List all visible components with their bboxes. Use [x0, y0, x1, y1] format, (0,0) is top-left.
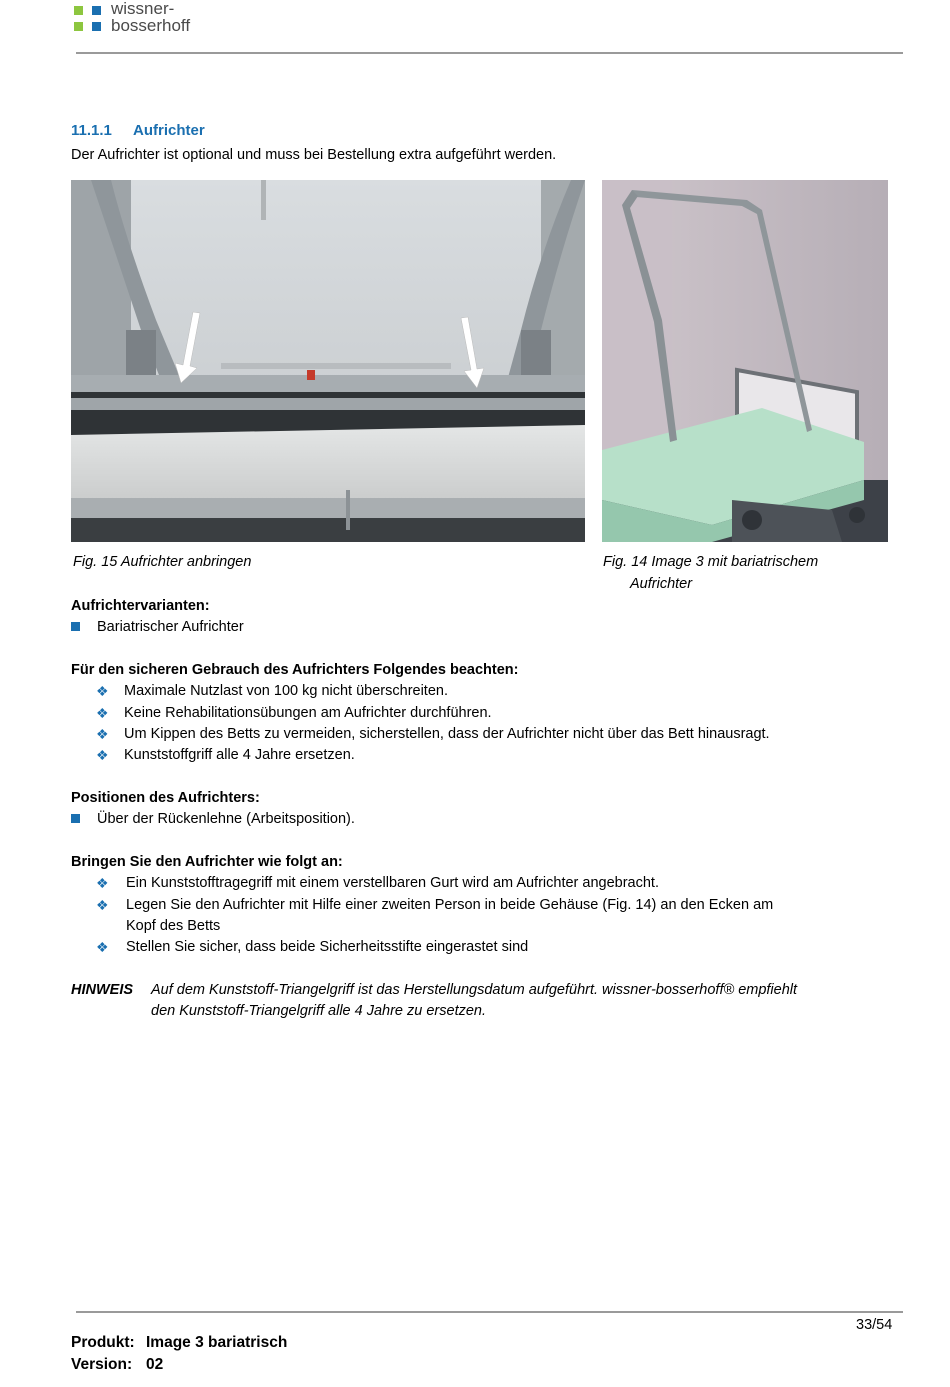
- safety-item: Keine Rehabilitationsübungen am Aufrichter durchführen.: [124, 705, 492, 721]
- diamond-bullet-icon: ❖: [96, 747, 109, 763]
- section-number: 11.1.1: [71, 122, 112, 139]
- product-value: Image 3 bariatrisch: [146, 1334, 288, 1351]
- diamond-bullet-icon: ❖: [96, 875, 109, 891]
- product-label: Produkt:: [71, 1334, 135, 1351]
- safety-item: Kunststoffgriff alle 4 Jahre ersetzen.: [124, 747, 355, 763]
- note-text-line1: Auf dem Kunststoff-Triangelgriff ist das Herstellungsdatum aufgeführt. wissner-bosserhoff® empfiehlt: [151, 982, 798, 998]
- logo-square-green-1: [74, 6, 83, 15]
- square-bullet-icon: [71, 814, 80, 823]
- variants-item: Bariatrischer Aufrichter: [97, 619, 244, 635]
- variants-heading: Aufrichtervarianten:: [71, 598, 210, 614]
- figure-15-photo: [71, 180, 585, 542]
- positions-item: Über der Rückenlehne (Arbeitsposition).: [97, 811, 355, 827]
- logo-square-green-2: [74, 22, 83, 31]
- diamond-bullet-icon: ❖: [96, 705, 109, 721]
- mounting-item: Legen Sie den Aufrichter mit Hilfe einer zweiten Person in beide Gehäuse (Fig. 14) an den Ecken am: [126, 897, 774, 913]
- note-label: HINWEIS: [71, 982, 134, 998]
- logo-text-line2: bosserhoff: [111, 16, 191, 35]
- version-value: 02: [146, 1356, 164, 1373]
- diamond-bullet-icon: ❖: [96, 726, 109, 742]
- figure-14-photo: [602, 180, 888, 542]
- safety-heading: Für den sicheren Gebrauch des Aufrichters Folgendes beachten:: [71, 662, 519, 678]
- figure-14-caption-line1: Fig. 14 Image 3 mit bariatrischem: [603, 554, 819, 570]
- section-heading: [71, 122, 205, 139]
- header-rule: [76, 52, 903, 54]
- diamond-bullet-icon: ❖: [96, 897, 109, 913]
- mounting-heading: Bringen Sie den Aufrichter wie folgt an:: [71, 854, 343, 870]
- version-label: Version:: [71, 1356, 133, 1373]
- safety-item: Um Kippen des Betts zu vermeiden, sicherstellen, dass der Aufrichter nicht über das Bett hinausragt.: [124, 726, 770, 742]
- square-bullet-icon: [71, 622, 80, 631]
- figure-14-caption-line2: Aufrichter: [630, 576, 693, 592]
- logo-text-line1: wissner-: [111, 0, 175, 18]
- positions-heading: Positionen des Aufrichters:: [71, 790, 260, 806]
- diamond-bullet-icon: ❖: [96, 683, 109, 699]
- note-text-line2: den Kunststoff-Triangelgriff alle 4 Jahre zu ersetzen.: [151, 1003, 487, 1019]
- safety-item: Maximale Nutzlast von 100 kg nicht überschreiten.: [124, 683, 448, 699]
- footer-rule: [76, 1311, 903, 1313]
- page-number: 33/54: [856, 1317, 893, 1333]
- logo-square-blue-2: [92, 22, 101, 31]
- mounting-item: Ein Kunststofftragegriff mit einem verstellbaren Gurt wird am Aufrichter angebracht.: [126, 875, 659, 891]
- figure-15-caption: Fig. 15 Aufrichter anbringen: [73, 554, 252, 570]
- diamond-bullet-icon: ❖: [96, 939, 109, 955]
- intro-text: Der Aufrichter ist optional und muss bei Bestellung extra aufgeführt werden.: [71, 147, 557, 163]
- logo-square-blue-1: [92, 6, 101, 15]
- section-title: Aufrichter: [133, 122, 205, 139]
- mounting-item: Stellen Sie sicher, dass beide Sicherheitsstifte eingerastet sind: [126, 939, 529, 955]
- mounting-item-continuation: Kopf des Betts: [126, 918, 221, 934]
